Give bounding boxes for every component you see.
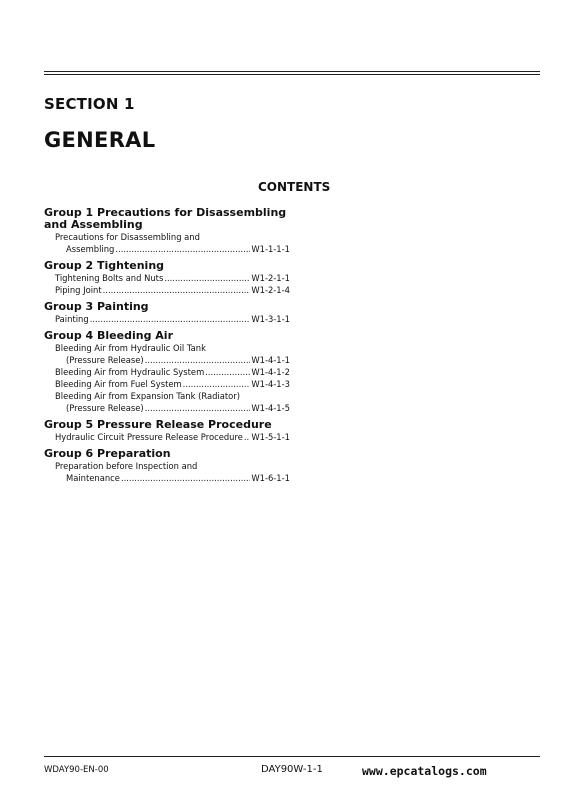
toc-entry[interactable] [44, 402, 290, 414]
section-label: SECTION 1 [44, 95, 135, 113]
toc-entry[interactable] [44, 366, 290, 378]
toc-dot-leader [244, 431, 250, 443]
header-rule-top [44, 71, 540, 72]
toc-entry-label: Piping Joint [55, 285, 102, 295]
toc-dot-leader [145, 402, 251, 414]
toc-entry-label: (Pressure Release) [66, 403, 144, 413]
toc-page-ref: W1-4-1-2 [251, 367, 290, 377]
toc-dot-leader [164, 272, 250, 284]
footer-website: www.epcatalogs.com [362, 764, 487, 778]
toc-group-title: Group 5 Pressure Release Procedure [44, 418, 272, 431]
toc-entry-label: Bleeding Air from Hydraulic System [55, 367, 205, 377]
toc-entry[interactable] [44, 472, 290, 484]
toc-group [44, 207, 290, 255]
footer-rule [44, 756, 540, 757]
toc-page-ref: W1-4-1-3 [251, 379, 290, 389]
toc-entry[interactable] [44, 431, 290, 443]
toc-dot-leader [90, 313, 251, 325]
header-rule-bottom [44, 74, 540, 75]
toc-page-ref: W1-4-1-5 [251, 403, 290, 413]
contents-heading: CONTENTS [258, 180, 331, 194]
toc-group-title: Group 3 Painting [44, 300, 149, 313]
toc-page-ref: W1-5-1-1 [251, 432, 290, 442]
toc-group-title: Group 6 Preparation [44, 447, 171, 460]
toc-entry[interactable] [44, 378, 290, 390]
toc-dot-leader [183, 378, 251, 390]
toc-entry-label: (Pressure Release) [66, 355, 144, 365]
toc-group [44, 448, 290, 484]
toc-group [44, 419, 290, 443]
footer-page-number: DAY90W-1-1 [261, 764, 323, 775]
table-of-contents [44, 207, 290, 489]
toc-page-ref: W1-2-1-1 [251, 273, 290, 283]
toc-entry[interactable] [44, 284, 290, 296]
toc-page-ref: W1-6-1-1 [251, 473, 290, 483]
toc-entry[interactable] [44, 243, 290, 255]
toc-entry-label: Maintenance [66, 473, 120, 483]
toc-dot-leader [205, 366, 250, 378]
toc-entry[interactable] [44, 313, 290, 325]
toc-group [44, 260, 290, 296]
toc-entry-label: Precautions for Disassembling and [55, 232, 200, 242]
toc-dot-leader [145, 354, 251, 366]
toc-entry-label: Painting [55, 314, 89, 324]
toc-entry-label: Bleeding Air from Hydraulic Oil Tank [55, 343, 206, 353]
toc-entry-label: Bleeding Air from Expansion Tank (Radiator) [55, 391, 241, 401]
toc-entry-label: Bleeding Air from Fuel System [55, 379, 182, 389]
toc-dot-leader [121, 472, 250, 484]
toc-page-ref: W1-1-1-1 [251, 244, 290, 254]
toc-entry[interactable] [44, 272, 290, 284]
toc-entry-label: Preparation before Inspection and [55, 461, 198, 471]
toc-dot-leader [115, 243, 250, 255]
toc-group-title: Group 2 Tightening [44, 259, 165, 272]
toc-group-title: Group 1 Precautions for Disassembling and Assembling [44, 206, 287, 231]
toc-entry-label: Hydraulic Circuit Pressure Release Procedure [55, 432, 243, 442]
toc-dot-leader [103, 284, 251, 296]
toc-group [44, 301, 290, 325]
toc-group-title: Group 4 Bleeding Air [44, 329, 173, 342]
section-title: GENERAL [44, 128, 156, 152]
toc-page-ref: W1-2-1-4 [251, 285, 290, 295]
toc-page-ref: W1-4-1-1 [251, 355, 290, 365]
toc-entry-label: Tightening Bolts and Nuts [55, 273, 164, 283]
toc-entry-label: Assembling [66, 244, 115, 254]
toc-group [44, 330, 290, 414]
toc-entry[interactable] [44, 354, 290, 366]
footer-doc-code: WDAY90-EN-00 [44, 765, 109, 775]
toc-page-ref: W1-3-1-1 [251, 314, 290, 324]
